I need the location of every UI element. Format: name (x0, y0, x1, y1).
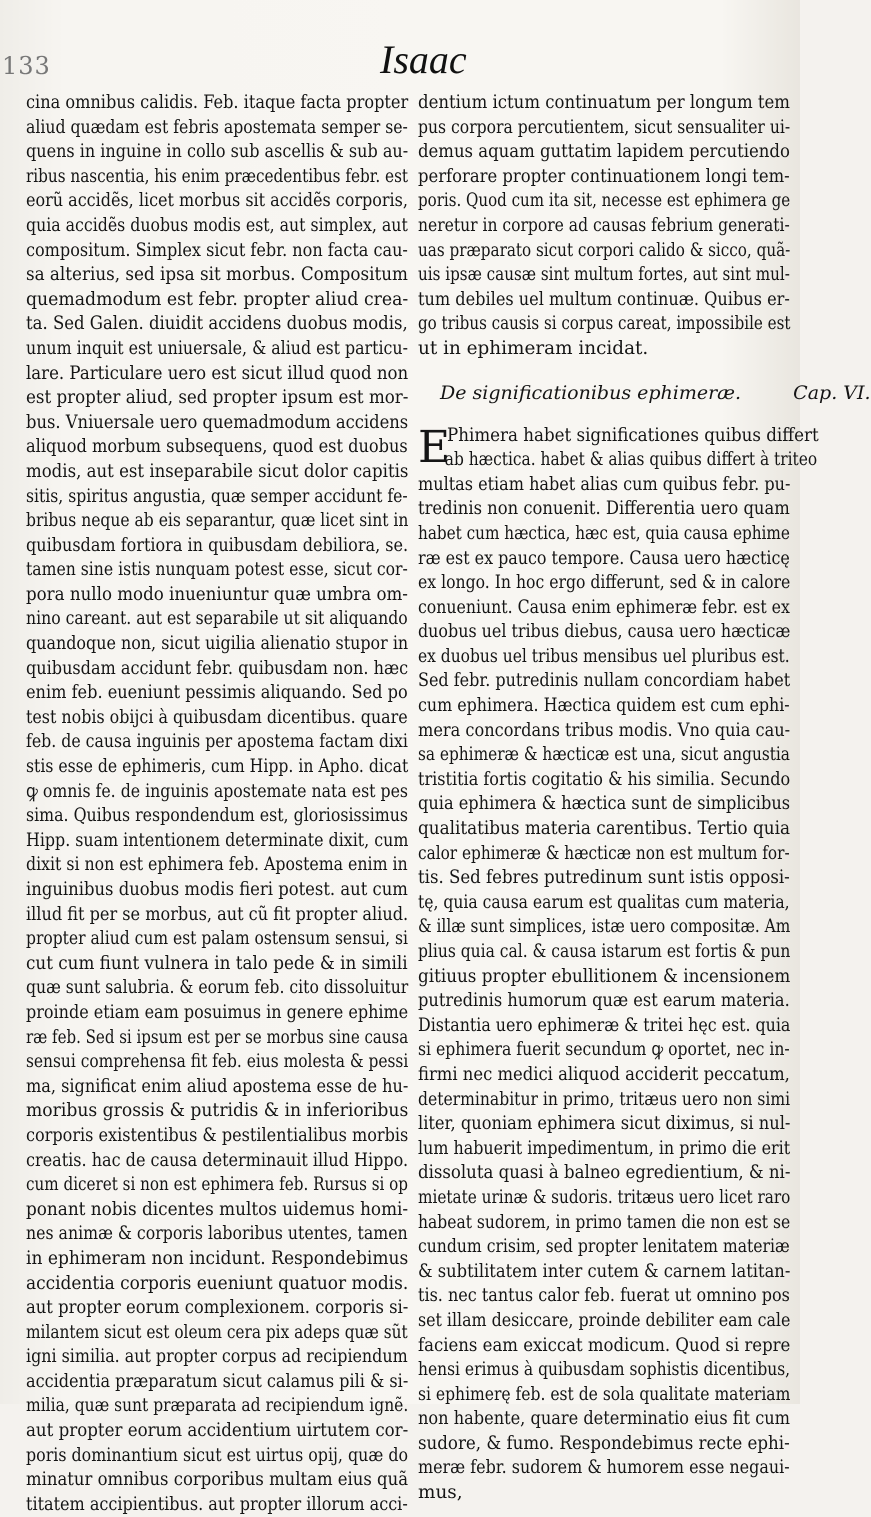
left-column-line: stis esse de ephimeris, cum Hipp. in Apho. dicat (26, 756, 409, 778)
left-column-line: poris dominantium sicut est uirtus opij, quæ do (26, 1444, 409, 1466)
left-column-line: bus. Vniuersale uero quemadmodum accidens (26, 411, 409, 433)
left-column-line: cut cum fiunt vulnera in talo pede & in simili (26, 952, 408, 974)
left-column-line: nes animæ & corporis laboribus utentes, tamen (26, 1223, 408, 1245)
left-column-line: ꝙ omnis fe. de inguinis apostemate nata est pes (26, 780, 409, 802)
right-column-bottom-line: tę, quia causa earum est qualitas cum materia, (418, 891, 790, 913)
left-column-line: aliud quædam est febris apostemata semper se- (26, 116, 408, 138)
right-column-top-line: uas præparato sicut corpori calido & sicco, quã- (418, 239, 791, 261)
left-column-line: cina omnibus calidis. Feb. itaque facta propter (26, 92, 409, 113)
right-column-top-line: go tribus causis si corpus careat, impossibile est (418, 313, 791, 335)
left-column-line: ribus nascentia, his enim præcedentibus febr. est (26, 165, 409, 187)
left-column-line: tamen sine istis nunquam potest esse, sicut cor- (26, 559, 408, 581)
running-title: Isaac (380, 37, 467, 82)
right-column-bottom-line: tis. Sed febres putredinum sunt istis opposi- (418, 867, 790, 889)
left-column-line: moribus grossis & putridis & in inferioribus (26, 1100, 409, 1122)
right-column-bottom-line: set illam desiccare, proinde debiliter eam cale (418, 1309, 791, 1331)
right-column-bottom-line: lum habuerit impedimentum, in primo die erit (418, 1137, 791, 1159)
right-column-bottom-line: qualitatibus materia carentibus. Tertio quia (418, 818, 790, 840)
left-column-line: compositum. Simplex sicut febr. non facta cau- (26, 239, 408, 261)
right-column-bottom-line: gitiuus propter ebullitionem & incensionem (418, 965, 791, 987)
left-column-line: quemadmodum est febr. propter aliud crea- (26, 288, 409, 310)
left-column-line: quibusdam fortiora in quibusdam debiliora, se. (26, 534, 409, 556)
right-column-bottom-line: mus, (418, 1482, 463, 1504)
left-column-line: sa alterius, sed ipsa sit morbus. Compositum (26, 264, 408, 286)
drop-capital: E (418, 421, 451, 473)
left-column-line: bribus neque ab eis separantur, quæ licet sint in (26, 510, 409, 532)
right-column-bottom-line: firmi nec medici aliquod acciderit peccatum, (418, 1063, 790, 1085)
right-column-bottom-line: duobus uel tribus diebus, causa uero hæcticæ (418, 621, 791, 643)
right-column-bottom-line: multas etiam habet alias cum quibus febr. pu- (418, 473, 791, 495)
left-column-line: propter aliud cum est palam ostensum sensui, si (26, 928, 408, 950)
left-column-line: quandoque non, sicut uigilia alienatio stupor in (26, 633, 409, 655)
right-column-bottom-line: mietate urinæ & sudoris. tritæus uero licet raro (418, 1186, 791, 1208)
right-column-bottom-text (418, 421, 819, 1506)
left-column-line: ræ feb. Sed si ipsum est per se morbus sine causa (26, 1026, 409, 1048)
left-column-line: accidentia corporis eueniunt quatuor modis. (26, 1272, 409, 1294)
left-column-line: in ephimeram non incidunt. Respondebimus (26, 1247, 409, 1269)
right-column-bottom-line: sa ephimeræ & hæcticæ est una, sicut angustia (418, 744, 790, 766)
left-column-line: inguinibus duobus modis fieri potest. aut cum (26, 879, 408, 900)
left-column-line: sitis, spiritus angustia, quæ semper accidunt fe- (26, 485, 408, 507)
right-column-bottom-line: cundum crisim, sed propter lenitatem materiæ (418, 1236, 790, 1258)
left-column-line: sima. Quibus respondendum est, gloriosissimus (26, 805, 408, 827)
chapter-body (418, 421, 819, 1506)
right-column-bottom-line: ræ est ex pauco tempore. Causa uero hæcticę (418, 547, 790, 569)
right-column-bottom-line: cum ephimera. Hæctica quidem est cum ephi- (418, 695, 790, 717)
left-column-line: quæ sunt salubria. & eorum feb. cito dissoluitur (26, 977, 409, 999)
right-column-bottom-line: quia ephimera & hæctica sunt de simplicibus (418, 793, 791, 815)
right-column-bottom-line: ex duobus uel tribus mensibus uel pluribus est. (418, 645, 790, 667)
right-column-bottom-line: si ephimera fuerit secundum ꝙ oportet, nec in- (418, 1039, 790, 1061)
right-column-bottom-line: determinabitur in primo, tritæus uero non simi (418, 1088, 791, 1110)
right-column-bottom-line: Phimera habet significationes quibus differt (447, 424, 819, 446)
left-column-line: ponant nobis dicentes multos uidemus homi- (26, 1198, 409, 1220)
left-column-line: est propter aliud, sed propter ipsum est mor- (26, 387, 409, 409)
right-column-bottom-line: Sed febr. putredinis nullam concordiam habet (418, 670, 791, 692)
right-column-bottom-line: si ephimerę feb. est de sola qualitate materiam (418, 1383, 791, 1405)
chapter-title: De significationibus ephimeræ. (440, 381, 742, 404)
right-column-bottom-line: & subtilitatem inter cutem & carnem latitan- (418, 1260, 791, 1282)
left-column-line: proinde etiam eam posuimus in genere ephime (26, 1001, 409, 1023)
right-column-bottom-line: habet cum hæctica, hæc est, quia causa ephime (418, 522, 790, 544)
left-column-line: feb. de causa inguinis per apostema factam dixi (26, 731, 408, 753)
left-column-line: eorũ accidẽs, licet morbus sit accidẽs corporis, (26, 190, 408, 212)
right-column-bottom-line: mera concordans tribus modis. Vno quia cau- (418, 719, 791, 741)
right-column-top-line: uis ipsæ causæ sint multum fortes, aut sint mul- (418, 264, 790, 286)
right-column-bottom-line: sudore, & fumo. Respondebimus recte ephi- (418, 1432, 790, 1454)
left-column-line: cum diceret si non est ephimera feb. Rursus si op (26, 1174, 409, 1196)
left-column-line: ta. Sed Galen. diuidit accidens duobus modis, (26, 313, 408, 335)
right-column-top-line: demus aquam guttatim lapidem percutiendo (418, 141, 790, 163)
right-column (418, 91, 871, 1506)
right-column-bottom-line: plius quia cal. & causa istarum est fortis & pun (418, 941, 791, 962)
left-column-line: quia accidẽs duobus modis est, aut simplex, aut (26, 214, 408, 236)
left-column-line: aliquod morbum subsequens, quod est duobus (26, 436, 408, 458)
left-column-line: lare. Particulare uero est sicut illud quod non (26, 362, 409, 384)
right-column-bottom-line: meræ febr. sudorem & humorem esse negaui- (418, 1457, 790, 1479)
right-column-top-line: pus corpora percutientem, sicut sensualiter ui- (418, 116, 791, 138)
right-column-top-line: perforare propter continuationem longi tem- (418, 165, 790, 187)
chapter-heading (418, 362, 871, 424)
left-column-line: enim feb. eueniunt pessimis aliquando. Sed po (26, 682, 408, 704)
right-column-top-line: poris. Quod cum ita sit, necesse est ephimera ge (418, 190, 791, 212)
right-column-bottom-line: putredinis humorum quæ est earum materia. (418, 990, 790, 1012)
left-column-line: accidentia præparatum sicut calamus pili & si- (26, 1370, 409, 1392)
right-column-bottom-line: tredinis non conuenit. Differentia uero quam (418, 498, 790, 520)
left-column-line: corporis existentibus & pestilentialibus morbis (26, 1124, 409, 1146)
right-column-bottom-line: Distantia uero ephimeræ & tritei hęc est. quia (418, 1014, 791, 1036)
left-column-line: titatem accipientibus. aut propter illorum acci- (26, 1493, 408, 1515)
right-column-bottom-line: tristitia fortis cogitatio & his similia. Secundo (418, 768, 791, 790)
left-column-line: nino careant. aut est separabile ut sit aliquando (26, 608, 408, 630)
left-column-line: sensui comprehensa fit feb. eius molesta & pessi (26, 1051, 409, 1073)
right-column-bottom-line: ex longo. In hoc ergo differunt, sed & in calore (418, 572, 791, 594)
folio-number: 133 (2, 52, 51, 80)
left-column-line: test nobis obijci à quibusdam dicentibus. quare (26, 706, 408, 728)
left-column-line: minatur omnibus corporibus multam eius quã (26, 1469, 408, 1491)
left-column-line: igni similia. aut propter corpus ad recipiendum (26, 1346, 408, 1368)
right-column-bottom-line: faciens eam exiccat modicum. Quod si repre (418, 1334, 791, 1356)
right-column-top-line: tum debiles uel multum continuæ. Quibus er- (418, 288, 790, 310)
right-column-top-line: ut in ephimeram incidat. (418, 337, 649, 359)
right-column-bottom-line: calor ephimeræ & hæcticæ non est multum for- (418, 842, 790, 864)
right-column-top-line: neretur in corpore ad causas febrium generati- (418, 214, 790, 236)
left-column-line: unum inquit est uniuersale, & aliud est particu- (26, 337, 408, 359)
left-column-line: ma, significat enim aliud apostema esse de hu- (26, 1075, 409, 1097)
right-column-bottom-line: & illæ sunt simplices, istæ uero compositæ. Am (418, 916, 791, 938)
left-column-line: aut propter eorum complexionem. corporis si- (26, 1297, 409, 1319)
left-column-line: quibusdam accidunt febr. quibusdam non. hæc (26, 657, 409, 679)
left-column-line: milantem sicut est oleum cera pix adeps quæ sũt (26, 1321, 408, 1343)
left-column-line: quens in inguine in collo sub ascellis & sub au- (26, 141, 409, 163)
left-column-line: dixit si non est ephimera feb. Apostema enim in (26, 854, 408, 876)
right-column-bottom-line: liter, quoniam ephimera sicut diximus, si nul- (418, 1113, 791, 1135)
right-column-bottom-line: habeat sudorem, in primo tamen die non est se (418, 1211, 791, 1233)
left-column-line: milia, quæ sunt præparata ad recipiendum ignẽ. (26, 1395, 409, 1417)
right-column-bottom-line: hensi erimus à quibusdam sophistis dicentibus, (418, 1359, 791, 1381)
left-column (26, 91, 408, 1517)
left-column-line: aut propter eorum accidentium uirtutem cor- (26, 1420, 409, 1442)
right-column-bottom-line: non habente, quare determinatio eius fit cum (418, 1408, 791, 1430)
right-column-top-line: dentium ictum continuatum per longum tem (418, 92, 790, 113)
chapter-number: Cap. VI. (793, 381, 871, 404)
left-column-line: modis, aut est inseparabile sicut dolor capitis (26, 460, 409, 482)
left-column-line: pora nullo modo inueniuntur quæ umbra om- (26, 583, 408, 605)
right-column-bottom-line: ab hæctica. habet & alias quibus differt à triteo (444, 449, 818, 471)
left-column-line: creatis. hac de causa determinauit illud Hippo. (26, 1149, 409, 1171)
left-column-line: Hipp. suam intentionem determinate dixit, cum (26, 829, 409, 851)
right-column-bottom-line: tis. nec tantus calor feb. fuerat ut omnino pos (418, 1285, 790, 1307)
right-column-top-text (418, 91, 790, 362)
right-column-bottom-line: dissoluta quasi à balneo egredientium, & ni- (418, 1162, 791, 1184)
right-column-bottom-line: conueniunt. Causa enim ephimeræ febr. est ex (418, 596, 790, 618)
left-column-line: illud fit per se morbus, aut cũ fit propter aliud. (26, 903, 409, 925)
